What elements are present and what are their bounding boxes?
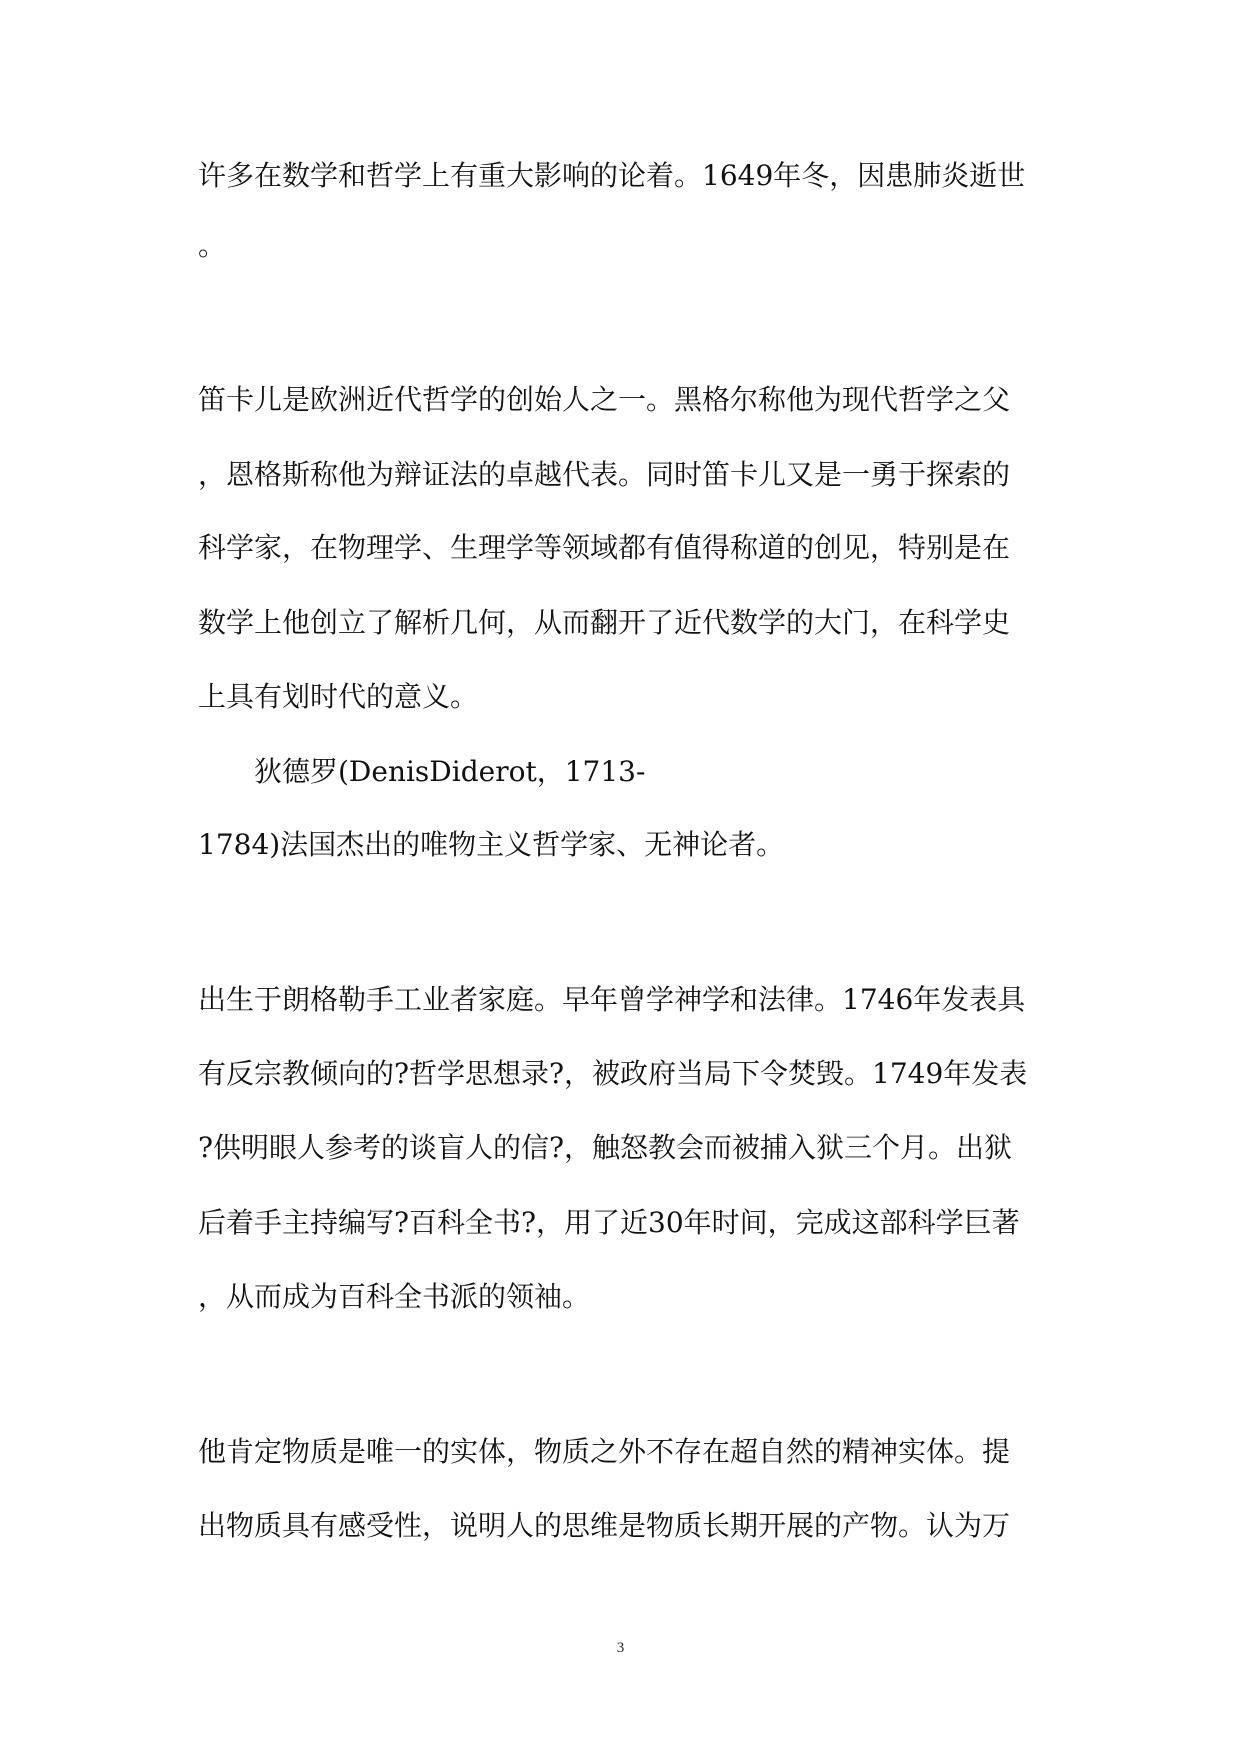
text-line: ?供明眼人参考的谈盲人的信?，触怒教会而被捕入狱三个月。出狱	[198, 1131, 1013, 1164]
text-line: 科学家，在物理学、生理学等领域都有值得称道的创见，特别是在	[198, 531, 1011, 564]
text-line: 笛卡儿是欧洲近代哲学的创始人之一。黑格尔称他为现代哲学之父	[198, 383, 1011, 416]
text-line: ，从而成为百科全书派的领袖。	[198, 1280, 591, 1313]
text-line: 狄德罗(DenisDiderot，1713-	[254, 755, 646, 788]
text-line: 1784)法国杰出的唯物主义哲学家、无神论者。	[198, 828, 785, 861]
text-line: 后着手主持编写?百科全书?，用了近30年时间，完成这部科学巨著	[198, 1206, 1020, 1239]
text-line: 有反宗教倾向的?哲学思想录?，被政府当局下令焚毁。1749年发表	[198, 1057, 1028, 1090]
text-line: 上具有划时代的意义。	[198, 680, 479, 713]
text-line: 。	[198, 229, 227, 262]
text-line: 他肯定物质是唯一的实体，物质之外不存在超自然的精神实体。提	[198, 1435, 1011, 1468]
text-line: 出生于朗格勒手工业者家庭。早年曾学神学和法律。1746年发表具	[198, 983, 1026, 1016]
page-number: 3	[616, 1640, 625, 1656]
text-line: 出物质具有感受性，说明人的思维是物质长期开展的产物。认为万	[198, 1509, 1011, 1542]
text-line: 数学上他创立了解析几何，从而翻开了近代数学的大门，在科学史	[198, 606, 1011, 639]
text-line: 许多在数学和哲学上有重大影响的论着。1649年冬，因患肺炎逝世	[198, 159, 1026, 192]
text-line: ，恩格斯称他为辩证法的卓越代表。同时笛卡儿又是一勇于探索的	[198, 458, 1011, 491]
